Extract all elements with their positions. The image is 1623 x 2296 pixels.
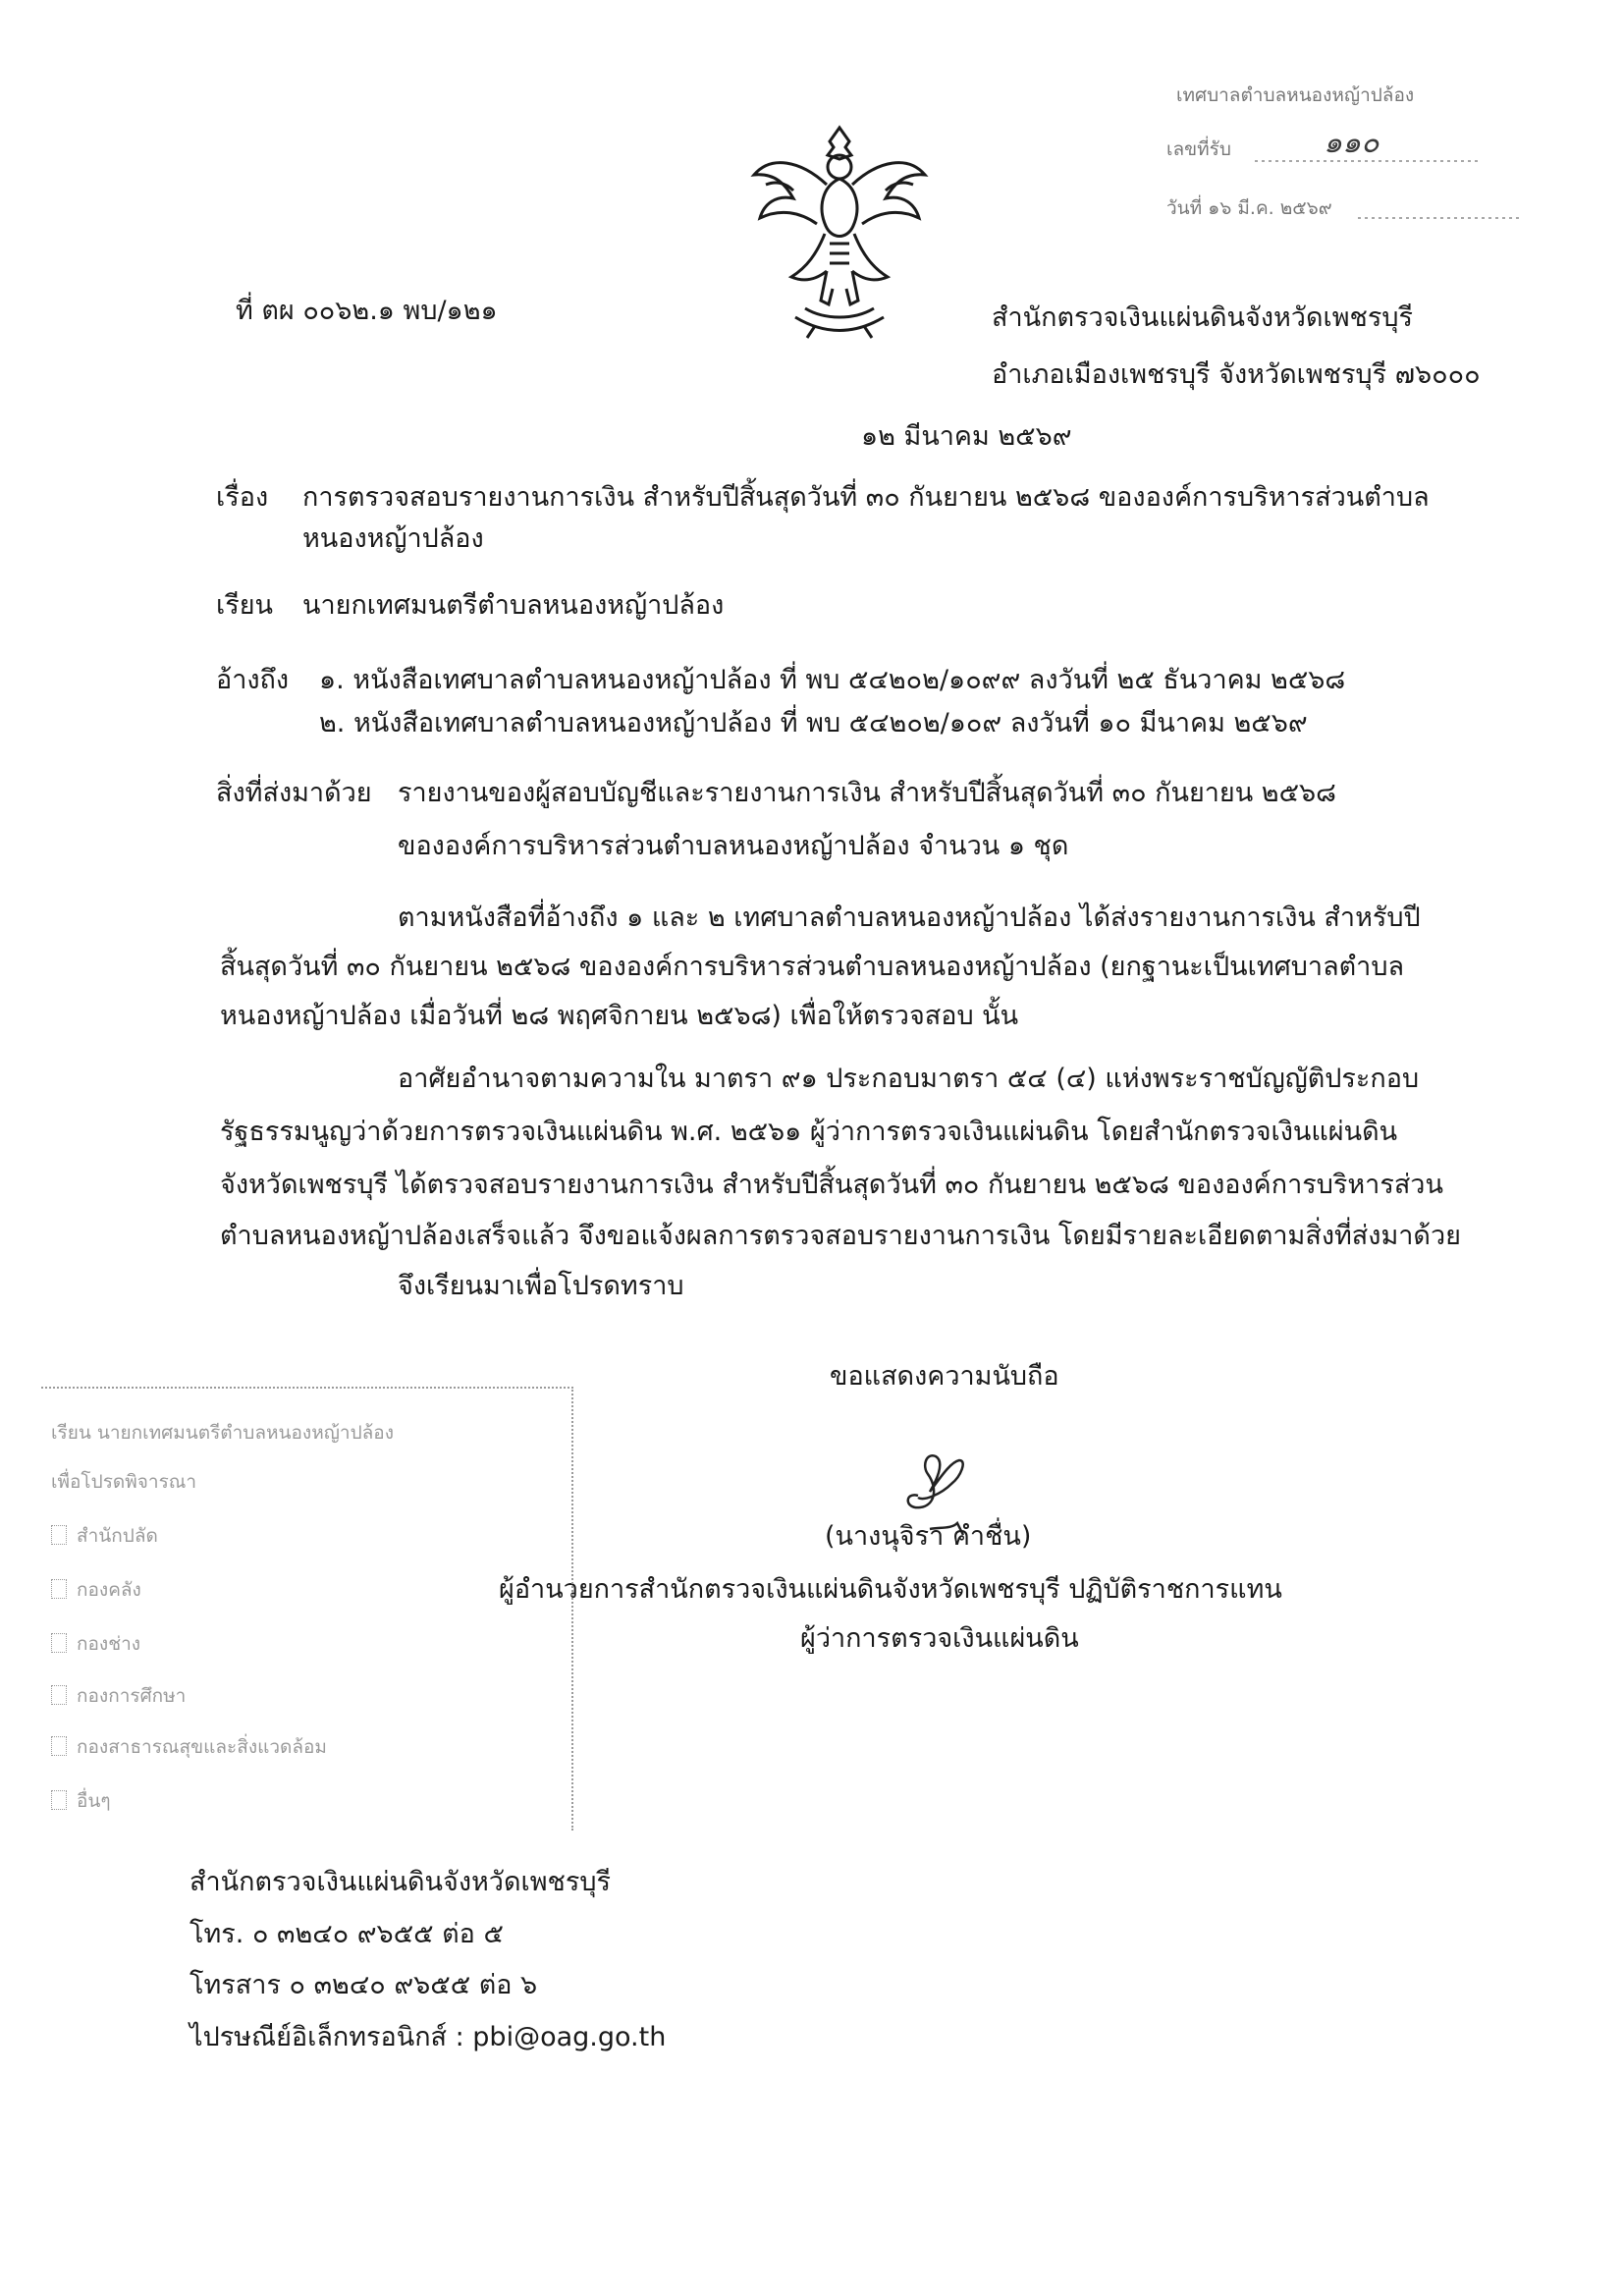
reference-number: ที่ ตผ ๐๐๖๒.๑ พบ/๑๒๑ — [236, 296, 498, 326]
stamp-dotted-lines — [1157, 71, 1549, 243]
letter-date: ๑๒ มีนาคม ๒๕๖๙ — [861, 421, 1072, 452]
stamp-receipt-label: เลขที่รับ — [1166, 138, 1231, 160]
closing-line: จึงเรียนมาเพื่อโปรดทราบ — [398, 1271, 684, 1301]
signatory-name: (นางนุจิรา คำชื่น) — [825, 1521, 1032, 1552]
signatory-title-line-1: ผู้อำนวยการสำนักตรวจเงินแผ่นดินจังหวัดเพชรบุรี ปฏิบัติราชการแทน — [499, 1574, 1282, 1605]
checkbox-icon — [51, 1736, 67, 1756]
checkbox-icon — [51, 1685, 67, 1705]
enclosure-label: สิ่งที่ส่งมาด้วย — [216, 778, 372, 808]
office-address: อำเภอเมืองเพชรบุรี จังหวัดเพชรบุรี ๗๖๐๐๐ — [992, 359, 1481, 390]
enclosure-line-2: ขององค์การบริหารส่วนตำบลหนองหญ้าปล้อง จำนวน ๑ ชุด — [398, 831, 1069, 861]
enclosure-line-1: รายงานของผู้สอบบัญชีและรายงานการเงิน สำหรับปีสิ้นสุดวันที่ ๓๐ กันยายน ๒๕๖๘ — [398, 778, 1336, 808]
receipt-stamp — [1157, 71, 1549, 243]
body-para-2-line-2: รัฐธรรมนูญว่าด้วยการตรวจเงินแผ่นดิน พ.ศ. ๒๕๖๑ ผู้ว่าการตรวจเงินแผ่นดิน โดยสำนักตรวจเงินแผ่นดิน — [220, 1117, 1398, 1147]
routing-stamp-box — [41, 1387, 573, 1831]
routing-row: กองคลัง — [51, 1575, 141, 1605]
garuda-emblem-icon — [746, 116, 933, 342]
routing-row: กองการศึกษา — [51, 1681, 186, 1711]
body-para-1-line-1: ตามหนังสือที่อ้างถึง ๑ และ ๒ เทศบาลตำบลหนองหญ้าปล้อง ได้ส่งรายงานการเงิน สำหรับปี — [398, 902, 1421, 933]
reference-label: อ้างถึง — [216, 665, 290, 695]
to-label: เรียน — [216, 590, 274, 621]
stamp-org: เทศบาลตำบลหนองหญ้าปล้อง — [1176, 84, 1415, 106]
checkbox-icon — [51, 1633, 67, 1653]
routing-row: เพื่อโปรดพิจารณา — [51, 1471, 197, 1493]
addressee: นายกเทศมนตรีตำบลหนองหญ้าปล้อง — [302, 590, 725, 621]
footer-office: สำนักตรวจเงินแผ่นดินจังหวัดเพชรบุรี — [189, 1867, 611, 1897]
routing-row: กองสาธารณสุขและสิ่งแวดล้อม — [51, 1732, 327, 1762]
footer-email: ไปรษณีย์อิเล็กทรอนิกส์ : pbi@oag.go.th — [189, 2022, 667, 2052]
body-para-2-line-3: จังหวัดเพชรบุรี ได้ตรวจสอบรายงานการเงิน สำหรับปีสิ้นสุดวันที่ ๓๐ กันยายน ๒๕๖๘ ขององค์การบริหารส่วน — [220, 1170, 1443, 1200]
signatory-title-line-2: ผู้ว่าการตรวจเงินแผ่นดิน — [800, 1623, 1079, 1654]
salutation: ขอแสดงความนับถือ — [830, 1361, 1059, 1392]
subject-line-2: หนองหญ้าปล้อง — [302, 523, 484, 554]
routing-row: เรียน นายกเทศมนตรีตำบลหนองหญ้าปล้อง — [51, 1422, 394, 1444]
stamp-receipt-number: ๑๑๐ — [1324, 126, 1380, 160]
routing-row: อื่นๆ — [51, 1786, 111, 1816]
reference-item-2: ๒. หนังสือเทศบาลตำบลหนองหญ้าปล้อง ที่ พบ ๕๔๒๐๒/๑๐๙ ลงวันที่ ๑๐ มีนาคม ๒๕๖๙ — [319, 708, 1308, 738]
body-para-1-line-3: หนองหญ้าปล้อง เมื่อวันที่ ๒๘ พฤศจิกายน ๒๕๖๘) เพื่อให้ตรวจสอบ นั้น — [220, 1001, 1019, 1031]
checkbox-icon — [51, 1579, 67, 1599]
office-name: สำนักตรวจเงินแผ่นดินจังหวัดเพชรบุรี — [992, 302, 1413, 333]
routing-row: สำนักปลัด — [51, 1521, 158, 1551]
checkbox-icon — [51, 1790, 67, 1810]
body-para-2-line-1: อาศัยอำนาจตามความใน มาตรา ๙๑ ประกอบมาตรา ๕๔ (๔) แห่งพระราชบัญญัติประกอบ — [398, 1064, 1420, 1094]
reference-item-1: ๑. หนังสือเทศบาลตำบลหนองหญ้าปล้อง ที่ พบ ๕๔๒๐๒/๑๐๙๙ ลงวันที่ ๒๕ ธันวาคม ๒๕๖๘ — [319, 665, 1346, 695]
routing-row: กองช่าง — [51, 1629, 140, 1659]
subject-label: เรื่อง — [216, 482, 269, 513]
body-para-2-line-4: ตำบลหนองหญ้าปล้องเสร็จแล้ว จึงขอแจ้งผลการตรวจสอบรายงานการเงิน โดยมีรายละเอียดตามสิ่งที่ส่งมาด้วย — [220, 1221, 1461, 1251]
footer-fax: โทรสาร ๐ ๓๒๔๐ ๙๖๕๕ ต่อ ๖ — [189, 1970, 538, 2000]
checkbox-icon — [51, 1525, 67, 1545]
stamp-date: วันที่ ๑๖ มี.ค. ๒๕๖๙ — [1166, 197, 1332, 219]
subject-line-1: การตรวจสอบรายงานการเงิน สำหรับปีสิ้นสุดวันที่ ๓๐ กันยายน ๒๕๖๘ ขององค์การบริหารส่วนตำบล — [302, 482, 1430, 513]
body-para-1-line-2: สิ้นสุดวันที่ ๓๐ กันยายน ๒๕๖๘ ขององค์การบริหารส่วนตำบลหนองหญ้าปล้อง (ยกฐานะเป็นเทศบาลตำบล — [220, 952, 1405, 982]
footer-tel: โทร. ๐ ๓๒๔๐ ๙๖๕๕ ต่อ ๕ — [189, 1919, 504, 1949]
